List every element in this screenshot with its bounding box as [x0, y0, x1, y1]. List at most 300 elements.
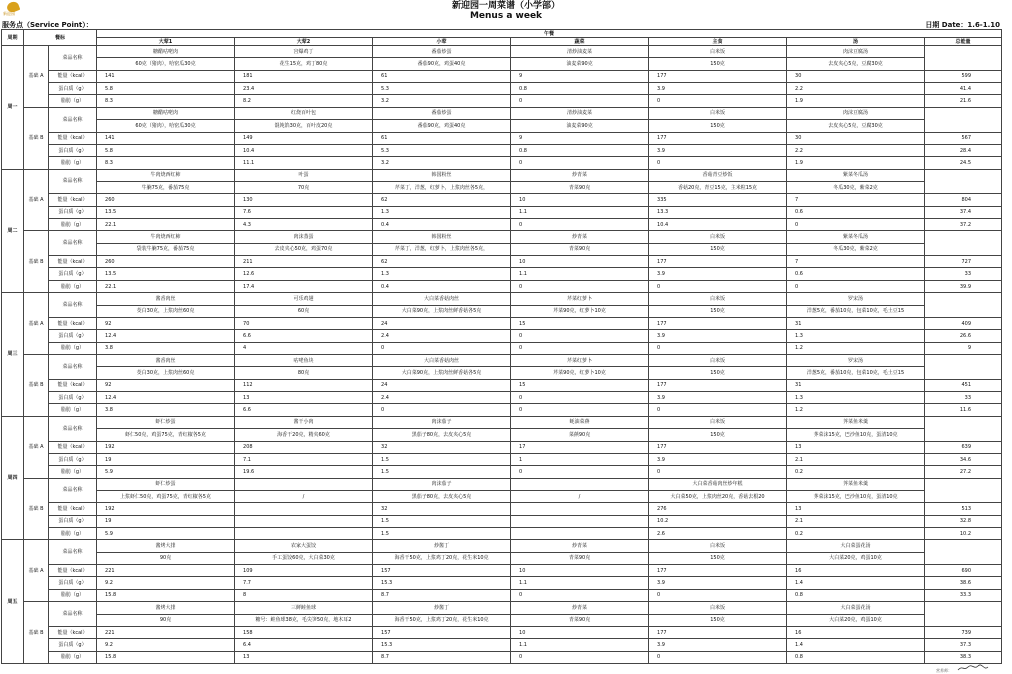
total-empty-cell	[925, 602, 1002, 627]
row-label-dish: 菜品名称	[49, 107, 97, 132]
dish-header: 蔬菜	[511, 38, 649, 46]
protein-row	[2, 206, 1002, 218]
fat-cell: 0	[511, 342, 649, 354]
dish-name-cell: 白米饭	[649, 46, 787, 58]
energy-cell: 335	[649, 194, 787, 206]
fat-row	[2, 95, 1002, 107]
total-protein-cell: 33	[925, 392, 1002, 404]
dish-detail-cell: 荠菜沫15克，巴沙鱼10克，蛋清10克	[787, 490, 925, 502]
dish-detail-row	[2, 614, 1002, 626]
total-fat-cell: 24.5	[925, 157, 1002, 169]
dish-detail-row	[2, 552, 1002, 564]
dish-name-cell: 大白菜蛋花汤	[787, 540, 925, 552]
dish-name-cell: 虾仁炒蛋	[97, 416, 235, 428]
dish-detail-cell: 去皮夹心50克，鸡蛋70克	[235, 243, 373, 255]
total-fat-cell: 38.3	[925, 651, 1002, 663]
protein-cell: 12.4	[97, 392, 235, 404]
protein-cell: 1.4	[787, 577, 925, 589]
fat-cell: 19.6	[235, 466, 373, 478]
protein-cell: 5.8	[97, 144, 235, 156]
dish-name-cell: 炒青菜	[511, 231, 649, 243]
total-energy-cell: 727	[925, 256, 1002, 268]
protein-cell: 0	[511, 392, 649, 404]
fat-cell: 15.8	[97, 589, 235, 601]
protein-row	[2, 515, 1002, 527]
total-fat-cell: 21.6	[925, 95, 1002, 107]
protein-cell: 3.9	[649, 330, 787, 342]
protein-cell: 0.6	[787, 268, 925, 280]
fat-cell: 8.2	[235, 95, 373, 107]
dish-name-cell: 红烧百叶包	[235, 107, 373, 119]
fat-cell: 17.4	[235, 280, 373, 292]
dish-name-cell: 韩国粉丝	[373, 231, 511, 243]
fat-cell: 0	[787, 280, 925, 292]
fat-cell: 0	[511, 404, 649, 416]
energy-cell: 177	[649, 626, 787, 638]
fat-cell: 3.2	[373, 157, 511, 169]
dish-detail-cell: 牛腩75克，番茄75克	[97, 181, 235, 193]
dish-name-cell: 荠菜鱼米羹	[787, 478, 925, 490]
logo-text: 新迎园	[3, 11, 15, 16]
protein-cell: 0.8	[511, 83, 649, 95]
page-title: 新迎园一周菜谱（小学部）	[451, 1, 560, 11]
dish-name-cell: 糖醋咕咾肉	[97, 46, 235, 58]
dish-detail-row	[2, 243, 1002, 255]
total-energy-cell: 639	[925, 441, 1002, 453]
energy-cell: 10	[511, 626, 649, 638]
row-label-dish: 菜品名称	[49, 602, 97, 627]
energy-cell: 24	[373, 379, 511, 391]
energy-cell: 158	[235, 626, 373, 638]
protein-cell	[235, 515, 373, 527]
dish-detail-cell: 芹菜丁，洋葱，红萝卜，上浆肉丝各5克，	[373, 181, 511, 193]
protein-cell: 13.5	[97, 206, 235, 218]
dish-name-cell	[235, 478, 373, 490]
protein-cell: 1.3	[373, 268, 511, 280]
protein-cell: 12.6	[235, 268, 373, 280]
fat-cell: 11.1	[235, 157, 373, 169]
total-energy-cell: 567	[925, 132, 1002, 144]
energy-cell: 141	[97, 132, 235, 144]
total-fat-cell: 33.3	[925, 589, 1002, 601]
fat-cell: 0	[511, 466, 649, 478]
fat-cell: 0	[511, 95, 649, 107]
dish-detail-cell: 大白菜20克，鸡蛋10克	[787, 614, 925, 626]
dish-detail-cell: /	[511, 490, 649, 502]
dish-name-cell: 宫爆鸡丁	[235, 46, 373, 58]
dish-detail-cell: 大白菜20克，鸡蛋10克	[787, 552, 925, 564]
energy-cell: 13	[787, 503, 925, 515]
dish-name-cell: 大白菜香菇肉丝	[373, 293, 511, 305]
dish-detail-cell: 70克	[235, 181, 373, 193]
energy-cell: 62	[373, 194, 511, 206]
fat-cell: 3.8	[97, 342, 235, 354]
protein-cell: 15.3	[373, 639, 511, 651]
fat-cell: 8	[235, 589, 373, 601]
energy-cell: 177	[649, 379, 787, 391]
day-label: 周四	[2, 416, 24, 540]
set-type-label: 基础 A	[24, 540, 49, 602]
fat-row	[2, 280, 1002, 292]
row-label-dish: 菜品名称	[49, 416, 97, 441]
fat-cell: 0	[649, 651, 787, 663]
dish-name-cell: 白米饭	[649, 354, 787, 366]
protein-cell: 7.1	[235, 453, 373, 465]
fat-cell	[511, 528, 649, 540]
total-protein-cell: 37.4	[925, 206, 1002, 218]
row-label-dish: 菜品名称	[49, 169, 97, 194]
dish-name-cell: 大白菜香菇肉丝	[373, 354, 511, 366]
row-label-dish: 菜品名称	[49, 231, 97, 256]
dish-name-cell: 白米饭	[649, 416, 787, 428]
dish-name-cell: 酱香肉丝	[97, 354, 235, 366]
energy-cell: 177	[649, 256, 787, 268]
dish-detail-cell: 150克	[649, 552, 787, 564]
fat-cell: 8.3	[97, 95, 235, 107]
fat-cell: 0.8	[787, 651, 925, 663]
protein-cell: 3.9	[649, 639, 787, 651]
protein-cell: 1.5	[373, 515, 511, 527]
dish-name-row	[2, 416, 1002, 428]
protein-cell: 9.2	[97, 577, 235, 589]
energy-cell: 276	[649, 503, 787, 515]
dish-name-cell: 肉沫茄子	[373, 478, 511, 490]
row-label-fat: 脂肪（g）	[49, 528, 97, 540]
fat-cell: 0.2	[787, 528, 925, 540]
protein-cell: 3.9	[649, 577, 787, 589]
row-label-fat: 脂肪（g）	[49, 404, 97, 416]
dish-name-cell: 清炒油麦菜	[511, 46, 649, 58]
fat-row	[2, 589, 1002, 601]
dish-detail-cell: 花生15克，鸡丁80克	[235, 58, 373, 70]
dish-name-cell: 香菇青豆炒饭	[649, 169, 787, 181]
total-energy-cell: 739	[925, 626, 1002, 638]
energy-cell: 177	[649, 441, 787, 453]
row-label-fat: 脂肪（g）	[49, 219, 97, 231]
row-label-protein: 蛋白质（g）	[49, 577, 97, 589]
dish-detail-cell: 去皮夹心5克，豆腐30克	[787, 58, 925, 70]
energy-cell: 31	[787, 317, 925, 329]
energy-cell: 13	[787, 441, 925, 453]
dish-detail-cell: 大白菜90克，上浆肉丝鲜香菇各5克	[373, 305, 511, 317]
energy-cell: 30	[787, 70, 925, 82]
set-type-label: 基础 A	[24, 46, 49, 108]
dish-name-cell	[511, 478, 649, 490]
protein-cell: 9.2	[97, 639, 235, 651]
fat-cell: 1.2	[787, 342, 925, 354]
protein-cell: 2.1	[787, 515, 925, 527]
protein-cell: 1	[511, 453, 649, 465]
total-energy-cell: 451	[925, 379, 1002, 391]
dish-detail-row	[2, 429, 1002, 441]
energy-cell: 157	[373, 565, 511, 577]
dish-header: 汤	[787, 38, 925, 46]
dish-detail-cell: 糖号：鲑鱼球38克，毛尖笋50克，地木耳2	[235, 614, 373, 626]
set-type-label: 基础 A	[24, 416, 49, 478]
energy-cell: 192	[97, 441, 235, 453]
energy-cell: 17	[511, 441, 649, 453]
total-empty-cell	[925, 231, 1002, 256]
dish-detail-cell: 150克	[649, 58, 787, 70]
fat-cell: 1.9	[787, 95, 925, 107]
dish-detail-row	[2, 367, 1002, 379]
dish-detail-cell: 60克（猪肉），哈密瓜30克	[97, 120, 235, 132]
dish-name-row	[2, 540, 1002, 552]
dish-name-cell: 白米饭	[649, 107, 787, 119]
protein-cell: 2.2	[787, 144, 925, 156]
protein-row	[2, 330, 1002, 342]
dish-detail-cell: 上浆虾仁50克，鸡蛋75克，青红椒各5克	[97, 490, 235, 502]
protein-cell: 3.9	[649, 453, 787, 465]
dish-name-cell: 肉沫豆腐汤	[787, 107, 925, 119]
total-protein-cell: 26.6	[925, 330, 1002, 342]
total-fat-cell: 9	[925, 342, 1002, 354]
fat-cell: 5.9	[97, 466, 235, 478]
dish-detail-cell: 150克	[649, 367, 787, 379]
row-label-energy: 能量（kcal）	[49, 317, 97, 329]
energy-cell: 177	[649, 132, 787, 144]
dish-detail-cell: 黑茄子80克，去皮夹心5克	[373, 429, 511, 441]
dish-detail-row	[2, 120, 1002, 132]
protein-cell: 19	[97, 453, 235, 465]
dish-detail-cell: 芹菜丁，洋葱，红萝卜，上浆肉丝各5克，	[373, 243, 511, 255]
energy-cell: 10	[511, 256, 649, 268]
dish-detail-row	[2, 181, 1002, 193]
row-label-energy: 能量（kcal）	[49, 626, 97, 638]
fat-cell: 1.5	[373, 466, 511, 478]
total-protein-cell: 32.8	[925, 515, 1002, 527]
energy-cell: 109	[235, 565, 373, 577]
dish-detail-cell: 90克	[97, 552, 235, 564]
fat-cell: 8.7	[373, 651, 511, 663]
dish-detail-cell: 青菜90克	[511, 243, 649, 255]
protein-cell: 0	[511, 330, 649, 342]
fat-row	[2, 528, 1002, 540]
energy-cell: 92	[97, 317, 235, 329]
dish-detail-cell: 茭白30克，上浆肉丝60克	[97, 367, 235, 379]
protein-row	[2, 83, 1002, 95]
dish-name-cell: 牛肉烧西红柿	[97, 231, 235, 243]
fat-cell: 0	[649, 157, 787, 169]
row-label-protein: 蛋白质（g）	[49, 268, 97, 280]
fat-cell: 13	[235, 651, 373, 663]
protein-cell: 23.4	[235, 83, 373, 95]
fat-cell: 0	[511, 280, 649, 292]
protein-row	[2, 577, 1002, 589]
dish-name-cell: 紫菜冬瓜汤	[787, 169, 925, 181]
total-energy-cell: 513	[925, 503, 1002, 515]
dish-name-cell: 虾仁炒蛋	[97, 478, 235, 490]
energy-cell: 208	[235, 441, 373, 453]
dish-name-cell: 芹菜红萝卜	[511, 354, 649, 366]
row-label-fat: 脂肪（g）	[49, 589, 97, 601]
protein-cell: 5.8	[97, 83, 235, 95]
protein-cell: 5.3	[373, 144, 511, 156]
day-label: 周二	[2, 169, 24, 293]
dish-detail-cell: 袋装牛腩75克，番茄75克	[97, 243, 235, 255]
dish-name-cell: 炒酱丁	[373, 540, 511, 552]
total-empty-cell	[925, 540, 1002, 565]
total-header: 总能量	[925, 38, 1002, 46]
dish-name-cell: 肉沫蒸蛋	[235, 231, 373, 243]
protein-cell: 1.1	[511, 639, 649, 651]
energy-cell: 62	[373, 256, 511, 268]
fat-row	[2, 219, 1002, 231]
total-protein-cell: 41.4	[925, 83, 1002, 95]
dish-name-row	[2, 602, 1002, 614]
protein-cell: 13	[235, 392, 373, 404]
dish-detail-cell: 90克	[97, 614, 235, 626]
page-subtitle: Menus a week	[469, 11, 543, 21]
protein-cell: 7.6	[235, 206, 373, 218]
fat-cell: 0	[649, 589, 787, 601]
dish-name-cell: 韩国粉丝	[373, 169, 511, 181]
total-empty-cell	[925, 169, 1002, 194]
energy-cell: 112	[235, 379, 373, 391]
dish-detail-cell: 芹菜90克，红萝卜10克	[511, 367, 649, 379]
protein-cell: 3.9	[649, 144, 787, 156]
energy-cell: 177	[649, 70, 787, 82]
dish-header: 大荤2	[235, 38, 373, 46]
row-label-protein: 蛋白质（g）	[49, 392, 97, 404]
fat-cell: 4	[235, 342, 373, 354]
protein-cell: 0.8	[511, 144, 649, 156]
total-protein-cell: 38.6	[925, 577, 1002, 589]
energy-row	[2, 565, 1002, 577]
fat-cell: 3.2	[373, 95, 511, 107]
dish-detail-cell: 青菜90克	[511, 181, 649, 193]
energy-cell: 32	[373, 503, 511, 515]
row-label-energy: 能量（kcal）	[49, 503, 97, 515]
dish-name-cell: 肉沫豆腐汤	[787, 46, 925, 58]
dish-name-cell: 番茄炒蛋	[373, 46, 511, 58]
fat-cell: 8.7	[373, 589, 511, 601]
dish-detail-cell: 海香干50克，上浆鸡丁20克，花生米10克	[373, 552, 511, 564]
dish-name-cell: 大白菜香菇肉丝炒年糕	[649, 478, 787, 490]
energy-cell: 260	[97, 194, 235, 206]
dish-name-cell: 叶蛋	[235, 169, 373, 181]
fat-cell: 0.4	[373, 280, 511, 292]
fat-cell: 0	[649, 280, 787, 292]
energy-cell: 31	[787, 379, 925, 391]
dish-name-cell: 炒青菜	[511, 169, 649, 181]
total-protein-cell: 34.6	[925, 453, 1002, 465]
energy-cell: 61	[373, 70, 511, 82]
protein-cell: 1.3	[787, 330, 925, 342]
dish-detail-cell: 海香干50克，上浆鸡丁20克，花生米10克	[373, 614, 511, 626]
dish-name-cell: 蚝油菜蕻	[511, 416, 649, 428]
energy-row	[2, 626, 1002, 638]
dish-detail-cell: 冬瓜30克，紫菜2克	[787, 181, 925, 193]
fat-cell: 1.5	[373, 528, 511, 540]
dish-detail-cell: 150克	[649, 120, 787, 132]
protein-cell: 13.5	[97, 268, 235, 280]
dish-name-cell: 紫菜冬瓜汤	[787, 231, 925, 243]
dish-header: 小荤	[373, 38, 511, 46]
dish-name-cell: 白米饭	[649, 540, 787, 552]
dish-name-cell: 炒青菜	[511, 540, 649, 552]
protein-cell: 1.4	[787, 639, 925, 651]
fat-cell: 4.3	[235, 219, 373, 231]
row-label-fat: 脂肪（g）	[49, 466, 97, 478]
protein-cell: 13.3	[649, 206, 787, 218]
dish-detail-cell: 荠菜沫15克，巴沙鱼10克，蛋清10克	[787, 429, 925, 441]
set-type-label: 基础 B	[24, 602, 49, 664]
protein-cell: 0.6	[787, 206, 925, 218]
dish-detail-cell: 大白菜50克，上浆肉丝20克，香菇去根20	[649, 490, 787, 502]
total-energy-cell: 804	[925, 194, 1002, 206]
protein-cell: 3.9	[649, 83, 787, 95]
dish-detail-cell: 番茄90克，鸡蛋40克	[373, 120, 511, 132]
dish-name-cell: 糖醋咕咾肉	[97, 107, 235, 119]
dish-detail-cell: 菜蕻90克	[511, 429, 649, 441]
dish-name-cell: 番茄炒蛋	[373, 107, 511, 119]
total-energy-cell: 599	[925, 70, 1002, 82]
row-label-fat: 脂肪（g）	[49, 95, 97, 107]
signature-icon	[956, 664, 990, 672]
energy-cell: 211	[235, 256, 373, 268]
fat-cell: 0	[511, 157, 649, 169]
energy-row	[2, 441, 1002, 453]
dish-name-cell: 农家大蛋饺	[235, 540, 373, 552]
fat-cell: 8.3	[97, 157, 235, 169]
protein-cell: 2.4	[373, 330, 511, 342]
total-empty-cell	[925, 354, 1002, 379]
protein-cell: 19	[97, 515, 235, 527]
total-fat-cell: 11.6	[925, 404, 1002, 416]
row-label-dish: 菜品名称	[49, 478, 97, 503]
row-label-energy: 能量（kcal）	[49, 132, 97, 144]
fat-cell	[235, 528, 373, 540]
dish-name-cell: 可乐鸡翅	[235, 293, 373, 305]
dish-detail-row	[2, 58, 1002, 70]
dish-detail-cell: 冬瓜30克，紫菜2克	[787, 243, 925, 255]
total-fat-cell: 37.2	[925, 219, 1002, 231]
dish-detail-cell: 去皮夹心5克，豆腐30克	[787, 120, 925, 132]
dish-name-cell: 酱干小肉	[235, 416, 373, 428]
energy-cell: 192	[97, 503, 235, 515]
energy-cell: 30	[787, 132, 925, 144]
dish-name-cell: 荠菜鱼米羹	[787, 416, 925, 428]
dish-detail-cell: 青菜90克	[511, 552, 649, 564]
dish-detail-cell: 150克	[649, 614, 787, 626]
energy-cell: 221	[97, 565, 235, 577]
dish-name-cell: 芹菜红萝卜	[511, 293, 649, 305]
protein-cell: 2.1	[787, 453, 925, 465]
protein-cell: 10.2	[649, 515, 787, 527]
dish-name-cell: 大白菜蛋花汤	[787, 602, 925, 614]
fat-row	[2, 157, 1002, 169]
energy-cell: 9	[511, 132, 649, 144]
dish-name-cell: 罗宋汤	[787, 354, 925, 366]
fat-cell: 0	[649, 404, 787, 416]
day-label: 周一	[2, 46, 24, 170]
row-label-protein: 蛋白质（g）	[49, 330, 97, 342]
dish-name-row	[2, 231, 1002, 243]
dish-name-cell: 酱烤大排	[97, 602, 235, 614]
energy-cell: 10	[511, 565, 649, 577]
protein-cell	[511, 515, 649, 527]
fat-cell: 2.6	[649, 528, 787, 540]
row-label-dish: 菜品名称	[49, 354, 97, 379]
total-protein-cell: 33	[925, 268, 1002, 280]
row-label-protein: 蛋白质（g）	[49, 639, 97, 651]
total-fat-cell: 10.2	[925, 528, 1002, 540]
total-fat-cell: 39.9	[925, 280, 1002, 292]
dish-detail-cell: 芹菜90克，红萝卜10克	[511, 305, 649, 317]
dish-detail-cell: 60克	[235, 305, 373, 317]
dish-name-cell: 三鲜鲑鱼球	[235, 602, 373, 614]
